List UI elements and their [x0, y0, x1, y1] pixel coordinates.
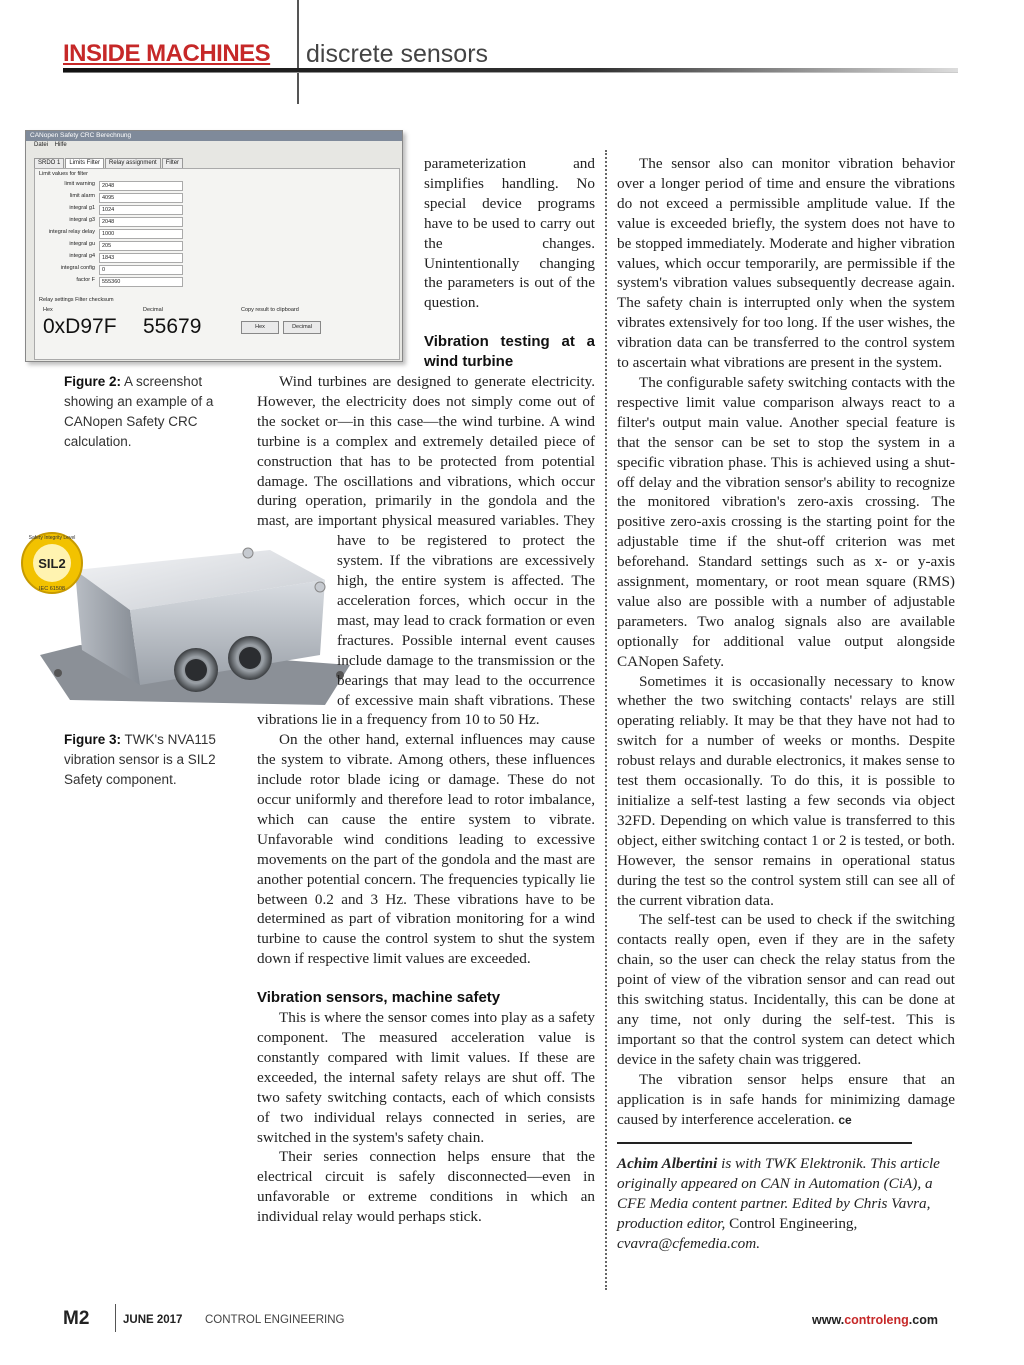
page-number: M2 — [63, 1308, 90, 1329]
badge-main-text: SIL2 — [38, 556, 66, 571]
tab-limits-filter: Limits Filter — [65, 158, 104, 168]
hex-label: Hex — [43, 307, 53, 313]
website-link[interactable] — [812, 1313, 938, 1327]
connector-1-icon — [174, 648, 218, 692]
param-value-field: 2048 — [99, 181, 183, 191]
figure-2-caption-text: A screenshot showing an example of a CANopen Safety CRC calculation. — [64, 374, 214, 449]
column-divider — [605, 150, 607, 1290]
header-rule-thin — [63, 72, 958, 73]
conclusion-text: The vibration sensor helps ensure that an application is in safe hands for minimizing damage caused by interference acceleration. — [617, 1070, 955, 1128]
tab-strip — [34, 158, 184, 168]
figure-2-label: Figure 2: — [64, 374, 122, 389]
column-2 — [617, 154, 955, 1254]
param-value-field: 1024 — [99, 205, 183, 215]
param-value-field: 1000 — [99, 229, 183, 239]
url-brand: controleng — [844, 1313, 909, 1327]
param-label: factor F — [76, 277, 95, 283]
paragraph-conclusion — [617, 1070, 955, 1131]
figure-2-screenshot — [25, 130, 403, 362]
paragraph-monitor: The sensor also can monitor vibration behavior over a longer period of time and ensure the vibrations do not exceed a permissible amplitude value. If the value is exceeded briefly, the system does not have to be stopped immediately. Moderate and higher vibration values, which occur temporarily, are permissible if the system's vibration values subsequently decrease again. The safety chain is interrupted only when the system vibrates extensively for too long. If the user wishes, the vibration data can be transferred to the control system to ascertain what vibrations are present in the system. — [617, 155, 955, 372]
sil2-badge-icon — [22, 533, 82, 593]
menu-item-help: Hilfe — [54, 142, 67, 148]
group-label: Limit values for filter — [39, 171, 88, 177]
url-suffix: .com — [908, 1313, 938, 1327]
column-1-body — [257, 372, 595, 1227]
figure-3-caption — [64, 730, 244, 790]
figure-3-label: Figure 3: — [64, 732, 122, 747]
window-titlebar: CANopen Safety CRC Berechnung — [26, 131, 402, 141]
figure-3-caption-text: TWK's NVA115 vibration sensor is a SIL2 Safety component. — [64, 732, 216, 787]
paragraph-sensors-2: Their series connection helps ensure that the electrical circuit is safely disconnected—even in unfavorable or extreme conditions in which an individual relay would perhaps stick. — [257, 1148, 595, 1226]
param-value-field: 205 — [99, 241, 183, 251]
param-label: integral g1 — [69, 205, 95, 211]
paragraph-self-test: The self-test can be used to check if the switching contacts really open, even if they are in the safety chain, so the user can check the relay status from the point of view of the vibration sensor and can read out this switching status. Incidentally, this can be done at any time, not only during the self-test. This is important so that the control system can detect which device in the safety chain was triggered. — [617, 911, 955, 1068]
heading-vibration-sensors: Vibration sensors, machine safety — [257, 989, 501, 1007]
param-value-field: 555360 — [99, 277, 183, 287]
section-topic: discrete sensors — [306, 40, 489, 68]
param-value-field: 2048 — [99, 217, 183, 227]
badge-top-text: Safety Integrity Level — [28, 535, 76, 541]
tab-srdo: SRDO 1 — [34, 158, 64, 168]
section-title: INSIDE MACHINES — [63, 40, 271, 67]
paragraph-wind-2: On the other hand, external influences may cause the system to vibrate. Among others, these influences include rotor blade icing or damage. These do not occur uniformly and therefore lead to rotor imbalance, which can cause the entire system to vibrate. Unfavorable wind conditions leading to excessive movements on the part of the gondola and the mast are another potential concern. The frequencies typically lie between 0.2 and 3 Hz. These vibrations have to be determined as part of vibration monitoring for a wind turbine to cause the control system to shut the system down if respective limit values are exceeded. — [257, 731, 595, 968]
param-label: integral config — [60, 265, 95, 271]
figure-2-caption — [64, 372, 239, 452]
crc-hex-value: 0xD97F — [43, 315, 117, 338]
copy-label: Copy result to clipboard — [241, 307, 299, 313]
author-name: Achim Albertini — [617, 1155, 718, 1173]
bio-magazine: Control Engineering — [729, 1215, 854, 1233]
paragraph-parameterization: parameterization and simplifies handling. No special device programs have to be used to carry out the changes. Unintentionally changing the parameters is out of the question. — [424, 155, 595, 312]
param-value-field: 0 — [99, 265, 183, 275]
decimal-label: Decimal — [143, 307, 163, 313]
heading-wind-turbine: Vibration testing at a wind turbine — [424, 333, 595, 371]
paragraph-sensors-1: This is where the sensor comes into play as a safety component. The measured acceleration value is constantly compared with limit values. If these are exceeded, the internal safety relays are shut off. The two safety switching contacts, each of which consists of two individual relays connected in series, are switched in the system's safety chain. — [257, 1009, 595, 1146]
menu-item-file: Datei — [34, 142, 49, 148]
magazine-name: CONTROL ENGINEERING — [205, 1314, 345, 1326]
column-1-top — [424, 154, 595, 372]
tab-relay-assignment: Relay assignment — [105, 158, 161, 168]
footer-divider — [115, 1304, 116, 1332]
paragraph-relays: Sometimes it is occasionally necessary to know whether the two switching contacts' relays are still operating reliably. It may be that they have not had to switch for a number of weeks or months. Despite robust relays and durable electronics, it makes sense to test them occasionally. To do this, it is possible to initialize a self-test lasting a few seconds via object 32FD. Depending on which value is transferred to this object, either switching contact 1 or 2 is tested, or both. However, the sensor remains in operational status during the test so the control system still can see all of the current vibration data. — [617, 672, 955, 909]
figure-wrap-spacer — [257, 540, 337, 705]
header-divider — [297, 0, 299, 104]
param-label: limit alarm — [69, 193, 95, 199]
param-label: limit warning — [64, 181, 95, 187]
param-value-field: 1843 — [99, 253, 183, 263]
url-prefix: www. — [812, 1313, 845, 1327]
settings-panel — [34, 168, 400, 360]
author-bio — [617, 1154, 955, 1254]
paragraph-wind-1: Wind turbines are designed to generate electricity. However, the electricity does not simply come out of the socket or—in this case—the wind turbine. A wind turbine is a complex and extremely detailed piece of construction that has to be protected from potential damage. The oscillations and vibrations, which occur during operation, primarily in the gondola and the mast, are important physical measured variables. They have to be registered to protect the system. If the vibrations are excessively high, the entire system is affected. The acceleration forces, which occur in the mast, may lead to crack formation or even fractures. Possible internal event causes include damage to the transmission or the bearings that may lead to the occurrence of excessive main shaft vibrations. These vibrations lie in a frequency from 10 to 50 Hz. — [257, 373, 595, 729]
param-label: integral relay delay — [48, 229, 95, 235]
bio-text-2: , cvavra@cfemedia.com. — [617, 1215, 858, 1253]
crc-decimal-value: 55679 — [143, 315, 202, 338]
param-value-field: 4095 — [99, 193, 183, 203]
bio-rule — [617, 1142, 912, 1144]
issue-date: JUNE 2017 — [123, 1314, 183, 1326]
param-label: integral gu — [69, 241, 95, 247]
end-mark: ce — [838, 1112, 852, 1127]
tab-filter: Filter — [162, 158, 183, 168]
badge-bottom-text: IEC 61508 — [39, 586, 65, 592]
bio-text-1: is with TWK Elektronik. This article originally appeared on CAN in Automation (CiA), a CFE Media content partner. Edited by Chris Vavra, production editor, — [617, 1155, 940, 1233]
paragraph-configurable: The configurable safety switching contacts with the respective limit value comparison always react to a filter's output main value. Another special feature is that the sensor can be set to stop the system in a specific vibration phase. This is achieved using a shut-off delay and the vibration sensor's ability to recognize the monitored vibration's zero-axis crossing. The positive zero-axis crossing is the starting point for the adjustable time if the shut-off criterion was met beforehand. Standard settings such as x- or y-axis assignment, momentary, or root mean square (RMS) value also are possible with a number of adjustable parameters. Two analog signals also are available optionally for additional value output alongside CANopen Safety. — [617, 373, 955, 670]
copy-hex-button: Hex — [241, 321, 279, 334]
param-label: integral g3 — [69, 217, 95, 223]
param-label: integral g4 — [69, 253, 95, 259]
checksum-label: Relay settings Filter checksum — [39, 297, 114, 303]
menu-bar — [26, 141, 402, 150]
copy-decimal-button: Decimal — [283, 321, 321, 334]
